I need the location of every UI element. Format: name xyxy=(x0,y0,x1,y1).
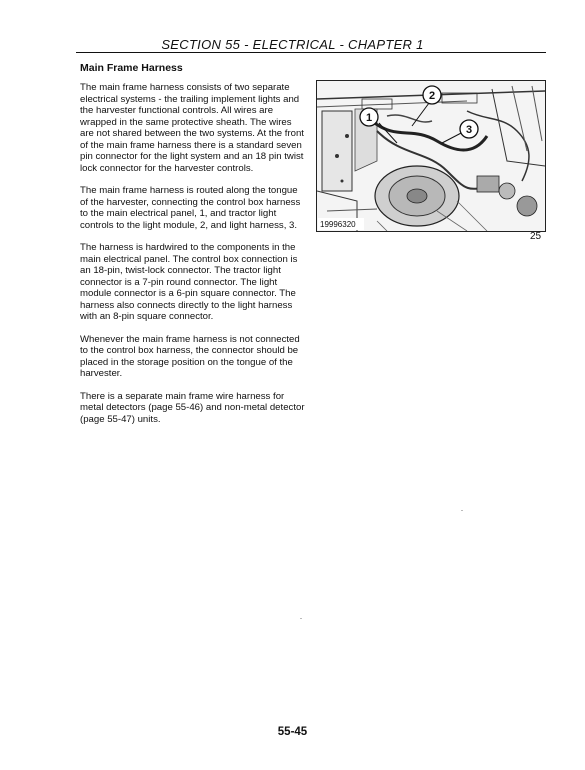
page-number: 55-45 xyxy=(277,726,308,738)
section-heading: Main Frame Harness xyxy=(80,62,183,74)
harness-photo-figure xyxy=(316,80,546,232)
callout-3-label: 3 xyxy=(465,124,473,136)
harness-photo-illustration xyxy=(317,81,545,231)
callout-2-label: 2 xyxy=(428,90,436,102)
paragraph-3: The harness is hardwired to the components in the main electrical panel. The control box connection is an 18-pin, twist-lock connector. The tractor light connector is a 7-pin round connector. The light module connector is a 6-pin square connector. The harness also connects directly to the light harness with an 8-pin square connector. xyxy=(80,242,298,322)
section-header-title: SECTION 55 - ELECTRICAL - CHAPTER 1 xyxy=(161,37,424,52)
callout-1-label: 1 xyxy=(365,112,373,124)
paragraph-4: Whenever the main frame harness is not connected to the control box harness, the connector should be placed in the storage position on the tongue of the harvester. xyxy=(80,333,300,379)
paragraph-2: The main frame harness is routed along the tongue of the harvester, connecting the control box harness to the main electrical panel, 1, and tractor light controls to the light module, 2, and light harness, 3. xyxy=(80,185,301,231)
figure-image-code: 19996320 xyxy=(320,220,356,229)
body-text-column xyxy=(80,82,306,436)
scan-speck xyxy=(300,618,302,619)
callout-1 xyxy=(360,108,378,126)
figure-number: 25 xyxy=(530,231,542,242)
scan-speck xyxy=(461,510,463,511)
header-rule xyxy=(76,52,546,53)
callout-2 xyxy=(423,86,441,104)
paragraph-5: There is a separate main frame wire harness for metal detectors (page 55-46) and non-metal detector (page 55-47) units. xyxy=(80,390,305,425)
paragraph-1: The main frame harness consists of two separate electrical systems - the trailing implement lights and the harvester functional controls. All wires are wrapped in the same protective sheath. The wires are not shared between the two systems. At the front of the main frame harness there is a standard seven pin connector for the light system and an 18 pin twist lock connector for the harvester controls. xyxy=(80,82,304,174)
callout-3 xyxy=(460,120,478,138)
